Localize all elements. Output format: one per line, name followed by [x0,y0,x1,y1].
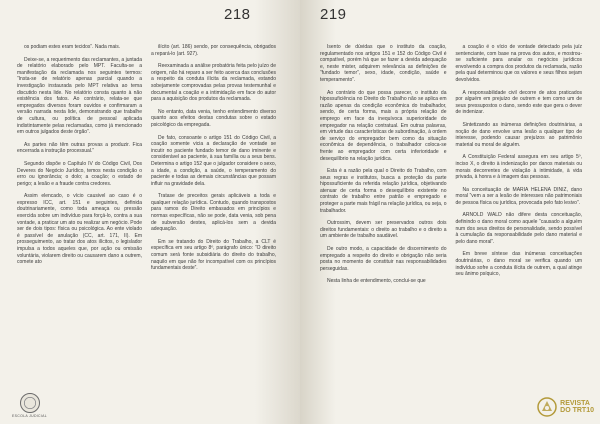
revista-title-line1: REVISTA [560,400,590,407]
paragraph: Tratase de preceitos gerais aplicáveis a toda e qualquer relação jurídica. Contudo, quando transpostos para ramos do Direito embasados em princípios e normas específicas, não se pode, data venia, sob pena de subversão destes, aplicá-los sem a devida adequação. [151,193,276,233]
right-page-number: 219 [320,6,347,23]
escola-judicial-logo [12,393,47,418]
paragraph: Outrossim, devem ser preservados outros dois direitos fundamentais: o direito ao trabalho e o direito a um ambiente de trabalho saudável. [320,220,447,240]
paragraph: Segundo dispõe o Capítulo IV do Código Civil, Dos Deveres do Negócio Jurídico, temos nesta condição o erro ou ignorância; o dolo; a coação; o estado de perigo; a lesão e a fraude contra credores. [17,160,142,187]
paragraph: Deixe-se, a requerimento das reclamantes, a juntada de relatório elaborado pelo MPT. Faculta-se a manifestação da reclamada nos seguintes termos: “Insta-se de relatório apenas parcial quando a investigação instaurada pelo MPT relativa ao tema discutido nesta lide. No relatório consta quanto à não existência dos fatos. Ao contrário, relata-se que empregados diversos foram ouvidos e confirmaram a versão narrada nesta lide, demonstrando que trabalhe de cultura, ou política de pessoal aplicada indistintamente pelas reclamadas, como já mencionado em outros julgados deste órgão”. [17,56,142,136]
paragraph: De fato, consoante o artigo 151 do Código Civil, a coação somente vicia a declaração de vontade se incutir no paciente fundado temor de dano iminente e considerável ao paciente, à sua família ou a seus bens. Determina o artigo 152 que o julgador considere o sexo, a idade, a condição, a saúde, o temperamento do paciente e todas as demais circunstâncias que possam influir na gravidade dela. [151,134,276,187]
paragraph: De outro modo, a capacidade de discernimento do empregado a respeito do direito e obrigação não seria posta no momento de constituir nas responsabilidades perseguidas. [320,246,447,272]
left-column-1 [17,44,142,278]
paragraph: os podiam estes eram tecidos”. Nada mais. [24,44,121,50]
revista-emblem-icon [536,396,558,418]
paragraph: A Constituição Federal assegura em seu artigo 5º, inciso X, o direito à indenização por danos materiais ou morais decorrentes de violação à intimidade, à vida privada, à honra e à imagem das pessoas. [455,154,582,181]
revista-trt10-logo [536,396,594,418]
revista-title [560,400,594,414]
paragraph: Reexaminada a análise probatória feita pelo juízo de origem, não há reparo a ser feito acerca das conclusões a respeito da conduta ilícita da reclamada, estando sobejamente comprovadas pelas provas testemunhal e documental a coação e a intimidação em face do autor para a aquisição dos produtos da reclamada. [151,63,276,103]
revista-title-line2: DO TRT10 [560,407,594,414]
paragraph: ARNOLD WALD não difere desta conceituação, definindo o dano moral como aquele “causado a alguém num dos seus direitos de personalidade, sendo possível à cumulação da responsabilidade pelo dano material e pelo dano moral”. [455,212,582,245]
paragraph: Ao contrário do que possa parecer, o instituto da hipossuficiência no Direito do Trabalho não se aplica em razão apenas da condição econômica do trabalhador, sendo, de certa forma, mais a própria relação de emprego em face da inequívoca superioridade do empregador na relação contratual. Em outras palavras, em virtude das características de subordinação, à ordem de serviço do empregador bem como da situação econômica de dependência, o trabalhador coloca-se frente ao empregador com certa inferioridade e desequilíbrio na relação jurídica. [320,89,447,162]
right-column-2 [456,44,583,291]
seal-icon [20,393,40,413]
paragraph: Assim elencado, o vício causivel ao caso é o expresso ICC, art. 151 e seguintes, definida doutrinariamente, como toda ameaça ou pressão exercida sobre um indivíduo para forçá-lo, contra a sua vontade, a praticar um ato ou realizar um negócio. Pode ser de dois tipos: física ou psicológica. Ao ente violado é passível de anulação (CC, art. 171, II). Em prosseguimento, ao tratar dos atos ilícitos, o legislador impulsa a todos aqueles que, por ação ou omissão voluntária, violarem direito ou causarem dano a outrem, comete ato [17,193,142,266]
left-column-2 [151,44,276,278]
paragraph: As partes não têm outras provas a produzir. Fica encerrada a instrução processual.” [17,141,142,155]
paragraph: a coação é o vício de vontade detectado pela juíz sentenciante, com base na prova dos autos, e mostrou-se suficiente para anular os negócios jurídicos envolvendo a compra dos produtos da reclamada, razão pela qual determinou que os valores e seus filhos sejam devolvidos. [455,44,582,83]
right-page-columns [320,44,582,291]
paragraph: No entanto, data venia, tenho entendimento diverso quanto aos efeitos destas condutas sobre o estado psicológico da empregada. [151,108,276,128]
escola-judicial-caption: ESCOLA JUDICIAL [12,414,48,418]
right-page [300,0,600,424]
paragraph: Em breve síntese das inúmeras conceituações doutrinárias, o dano moral se verifica quando um indivíduo sofre a conduta ilícita de outrem, a qual atinge seu ânimo psíquico, [455,251,582,278]
paragraph: Esta é a razão pela qual o Direito do Trabalho, com seus regras e institutos, busca a proteção da parte hipossuficiente da referida relação jurídica, objetivando atenuar de certa forma o desequilíbrio existente no contrato de trabalho entre patrão e empregado e proteger a parte mais frágil na relação jurídica, ou seja, o trabalhador. [320,168,447,214]
left-page-number: 218 [224,6,251,23]
paragraph: Na conceituação de MARIA HELENA DINIZ, dano moral “vem a ser a lesão de interesses não patrimoniais de pessoa física ou jurídica, provocada pelo fato lesivo”. [455,186,582,206]
paragraph: Em se tratando do Direito do Trabalho, a CLT é específica em seu artigo 8º, parágrafo único: “O direito comum será fonte subsidiária do direito do trabalho, naquilo em que não for incompatível com os princípios fundamentais deste”. [151,238,276,272]
paragraph: A responsabilidade civil decorre de atos praticados por alguém em prejuízo de outrem e tem como um de seus pressupostos o dano, sendo este que gera o dever de indenizar. [455,89,582,116]
paragraph: Sintetizando as inúmeras definições doutrinárias, a noção de dano envolve uma lesão a qualquer tipo de interesse, podendo causar prejuízos ao patrimônio material ou moral de alguém. [455,121,582,148]
paragraph: Isento de dúvidas que o instituto da coação, regulamentado nos artigos 151 e 152 do Código Civil é compatível, porém há que se fazer a devida adequação e, neste mister, adquirem relevância as definições de “fundado temor”, sexo, idade, condição, saúde e temperamento”. [320,44,447,83]
paragraph: ilícito (art. 186) sendo, por consequência, obrigados a repará-lo (art. 927). [151,44,276,57]
paragraph: Nesta linha de entendimento, conclui-se que [327,278,426,285]
left-page-columns [17,44,276,278]
right-column-1 [320,44,447,291]
